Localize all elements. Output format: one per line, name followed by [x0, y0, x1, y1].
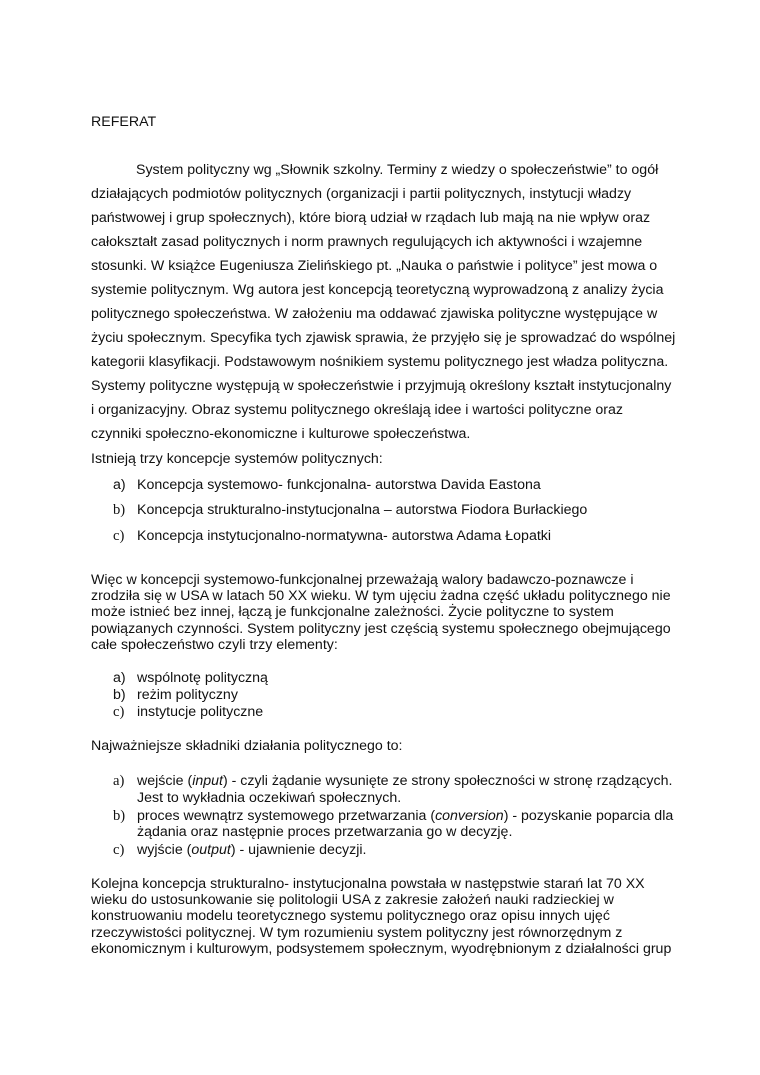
component-item: proces wewnątrz systemowego przetwarzania (conversion) - pozyskanie poparcia dla — [137, 808, 674, 824]
concept-item: Koncepcja instytucjonalno-normatywna- autorstwa Adama Łopatki — [137, 528, 552, 544]
component-item-continued: żądania oraz następnie proces przetwarzania go w decyzję. — [137, 824, 513, 840]
paragraph-line: zrodziła się w USA w latach 50 XX wieku. W tym ujęciu żadna część układu politycznego nie — [91, 588, 671, 604]
intro-line: życiu społecznym. Specyfika tych zjawisk sprawia, że przyjęło się je sprowadzać do wspólnej — [91, 330, 676, 346]
intro-line: Systemy polityczne występują w społeczeństwie i przyjmują określony kształt instytucjonalny — [91, 378, 672, 394]
component-item-continued: Jest to wykładnia oczekiwań społecznych. — [137, 790, 402, 806]
intro-line: politycznego społeczeństwa. W założeniu ma oddawać zjawiska polityczne występujące w — [91, 306, 658, 322]
list-marker: a) — [113, 477, 126, 493]
element-item: reżim polityczny — [137, 687, 238, 703]
list-marker: a) — [113, 670, 126, 686]
intro-line: systemie politycznym. Wg autora jest koncepcją teoretyczną wyprowadzoną z analizy życia — [91, 282, 664, 298]
intro-line: czynniki społeczno-ekonomiczne i kulturowe społeczeństwa. — [91, 426, 471, 442]
paragraph-line: rzeczywistości politycznej. W tym rozumieniu system polityczny jest równorzędnym z — [91, 925, 623, 941]
list-marker: c) — [113, 704, 125, 720]
list-marker: b) — [113, 502, 126, 518]
list-marker: b) — [113, 808, 126, 824]
list-marker: c) — [113, 842, 125, 858]
term-input: input — [192, 773, 223, 789]
element-item: instytucje polityczne — [137, 704, 264, 720]
concept-item: Koncepcja strukturalno-instytucjonalna – autorstwa Fiodora Burłackiego — [137, 502, 588, 518]
paragraph-line: wieku do ustosunkowanie się politologii USA z zakresie założeń nauki radzieckiej w — [91, 892, 614, 908]
component-item: wyjście (output) - ujawnienie decyzji. — [137, 842, 367, 858]
intro-line: stosunki. W książce Eugeniusza Zielińskiego pt. „Nauka o państwie i polityce” jest mowa o — [91, 258, 658, 274]
term-output: output — [191, 842, 231, 858]
intro-line: państwowej i grup społecznych), które biorą udział w rządach lub mają na nie wpływ oraz — [91, 210, 651, 226]
paragraph-line: może istnieć bez innej, łączą je funkcjonalne zależności. Życie polityczne to system — [91, 604, 614, 620]
intro-line: całokształt zasad politycznych i norm prawnych regulujących ich aktywności i wzajemne — [91, 234, 643, 250]
intro-line: System polityczny wg „Słownik szkolny. Terminy z wiedzy o społeczeństwie” to ogół — [136, 162, 659, 178]
paragraph-line: Więc w koncepcji systemowo-funkcjonalnej przeważają walory badawczo-poznawcze i — [91, 572, 634, 588]
list-marker: c) — [113, 528, 125, 544]
list-marker: a) — [113, 773, 125, 789]
intro-line: działających podmiotów politycznych (organizacji i partii politycznych, instytucji władzy — [91, 186, 632, 202]
paragraph-line: Kolejna koncepcja strukturalno- instytucjonalna powstała w następstwie starań lat 70 XX — [91, 876, 645, 892]
intro-line: i organizacyjny. Obraz systemu politycznego określają idee i wartości polityczne oraz — [91, 402, 624, 418]
intro-line: kategorii klasyfikacji. Podstawowym nośnikiem systemu politycznego jest władza polityczna. — [91, 354, 669, 370]
concept-item: Koncepcja systemowo- funkcjonalna- autorstwa Davida Eastona — [137, 477, 541, 493]
list-marker: b) — [113, 687, 126, 703]
paragraph-line: całe społeczeństwo czyli trzy elementy: — [91, 637, 338, 653]
component-item: wejście (input) - czyli żądanie wysunięte ze strony społeczności w stronę rządzących. — [137, 773, 673, 789]
paragraph-line: powiązanych czynności. System polityczny jest częścią systemu społecznego obejmującego — [91, 621, 671, 637]
paragraph-line: ekonomicznym i kulturowym, podsystemem społecznym, wyodrębnionym z działalności grup — [91, 941, 672, 957]
element-item: wspólnotę polityczną — [137, 670, 268, 686]
concepts-intro: Istnieją trzy koncepcje systemów politycznych: — [91, 451, 383, 467]
term-conversion: conversion — [435, 808, 504, 824]
paragraph-line: konstruowaniu modelu teoretycznego systemu politycznego oraz opisu innych ujęć — [91, 908, 610, 924]
components-intro: Najważniejsze składniki działania politycznego to: — [91, 738, 403, 754]
document-heading: REFERAT — [91, 114, 157, 130]
